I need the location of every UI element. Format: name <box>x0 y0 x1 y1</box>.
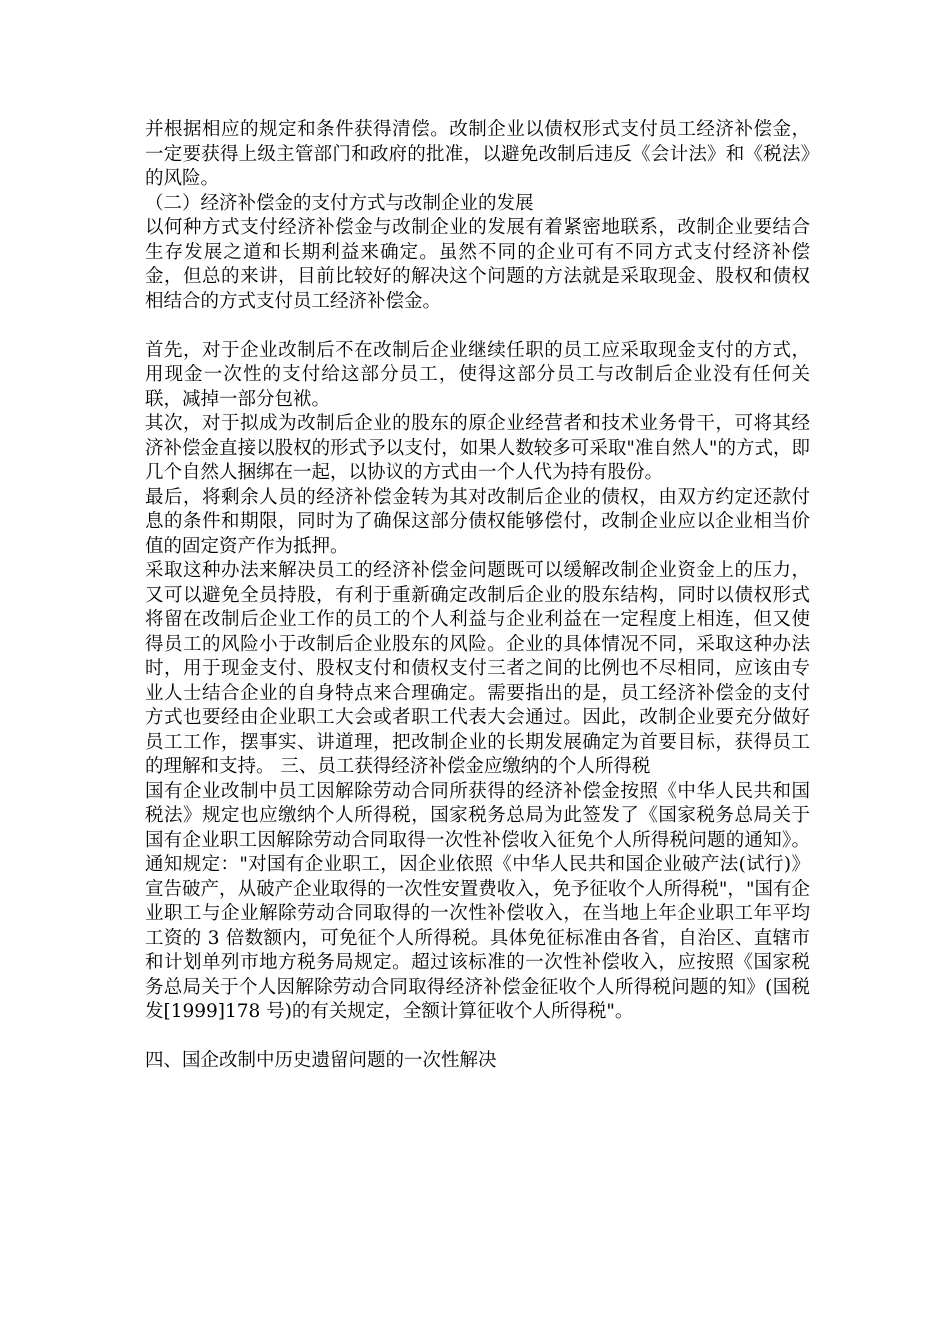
paragraph-8: 国有企业改制中员工因解除劳动合同所获得的经济补偿金按照《中华人民共和国税法》规定也应缴纳个人所得税，国家税务总局为此签发了《国家税务总局关于国有企业职工因解除劳动合同取得一次性补偿收入征免个人所得税问题的通知》。通知规定："对国有企业职工，因企业依照《中华人民共和国企业破产法(试行)》宣告破产，从破产企业取得的一次性安置费收入，免予征收个人所得税"，"国有企业职工与企业解除劳动合同取得的一次性补偿收入，在当地上年企业职工年平均工资的 3 倍数额内，可免征个人所得税。具体免征标准由各省，自治区、直辖市和计划单列市地方税务局规定。超过该标准的一次性补偿收入，应按照《国家税务总局关于个人因解除劳动合同取得经济补偿金征收个人所得税问题的知》(国税发[1999]178 号)的有关规定，全额计算征收个人所得税"。 <box>145 780 810 1022</box>
paragraph-6: 最后，将剩余人员的经济补偿金转为其对改制后企业的债权，由双方约定还款付息的条件和期限，同时为了确保这部分债权能够偿付，改制企业应以企业相当价值的固定资产作为抵押。 <box>145 486 810 557</box>
paragraph-4: 首先，对于企业改制后不在改制后企业继续任职的员工应采取现金支付的方式，用现金一次性的支付给这部分员工，使得这部分员工与改制后企业没有任何关联，减掉一部分包袱。 <box>145 339 810 410</box>
paragraph-1: 并根据相应的规定和条件获得清偿。改制企业以债权形式支付员工经济补偿金，一定要获得上级主管部门和政府的批准，以避免改制后违反《会计法》和《税法》的风险。 <box>145 119 810 189</box>
section-heading-4: 四、国企改制中历史遗留问题的一次性解决 <box>145 1050 497 1071</box>
paragraph-3: 以何种方式支付经济补偿金与改制企业的发展有着紧密地联系，改制企业要结合生存发展之道和长期利益来确定。虽然不同的企业可有不同方式支付经济补偿金，但总的来讲，目前比较好的解决这个问题的方法就是采取现金、股权和债权相结合的方式支付员工经济补偿金。 <box>145 217 810 312</box>
paragraph-gap <box>145 1025 810 1050</box>
paragraph-5: 其次，对于拟成为改制后企业的股东的原企业经营者和技术业务骨干，可将其经济补偿金直接以股权的形式予以支付，如果人数较多可采取"准自然人"的方式，即几个自然人捆绑在一起，以协议的方式由一个人代为持有股份。 <box>145 413 810 483</box>
paragraph-7: 采取这种办法来解决员工的经济补偿金问题既可以缓解改制企业资金上的压力，又可以避免全员持股，有利于重新确定改制后企业的股东结构，同时以债权形式将留在改制后企业工作的员工的个人利益与企业利益在一定程度上相连，但又使得员工的风险小于改制后企业股东的风险。企业的具体情况不同，采取这种办法时，用于现金支付、股权支付和债权支付三者之间的比例也不尽相同，应该由专业人士结合企业的自身特点来合理确定。需要指出的是，员工经济补偿金的支付方式也要经由企业职工大会或者职工代表大会通过。因此，改制企业要充分做好员工工作，摆事实、讲道理，把改制企业的长期发展确定为首要目标，获得员工的理解和支持。 三、员工获得经济补偿金应缴纳的个人所得税 <box>145 560 810 777</box>
paragraph-gap <box>145 314 810 339</box>
section-heading-2: （二）经济补偿金的支付方式与改制企业的发展 <box>145 192 534 214</box>
document-body <box>145 118 810 1074</box>
